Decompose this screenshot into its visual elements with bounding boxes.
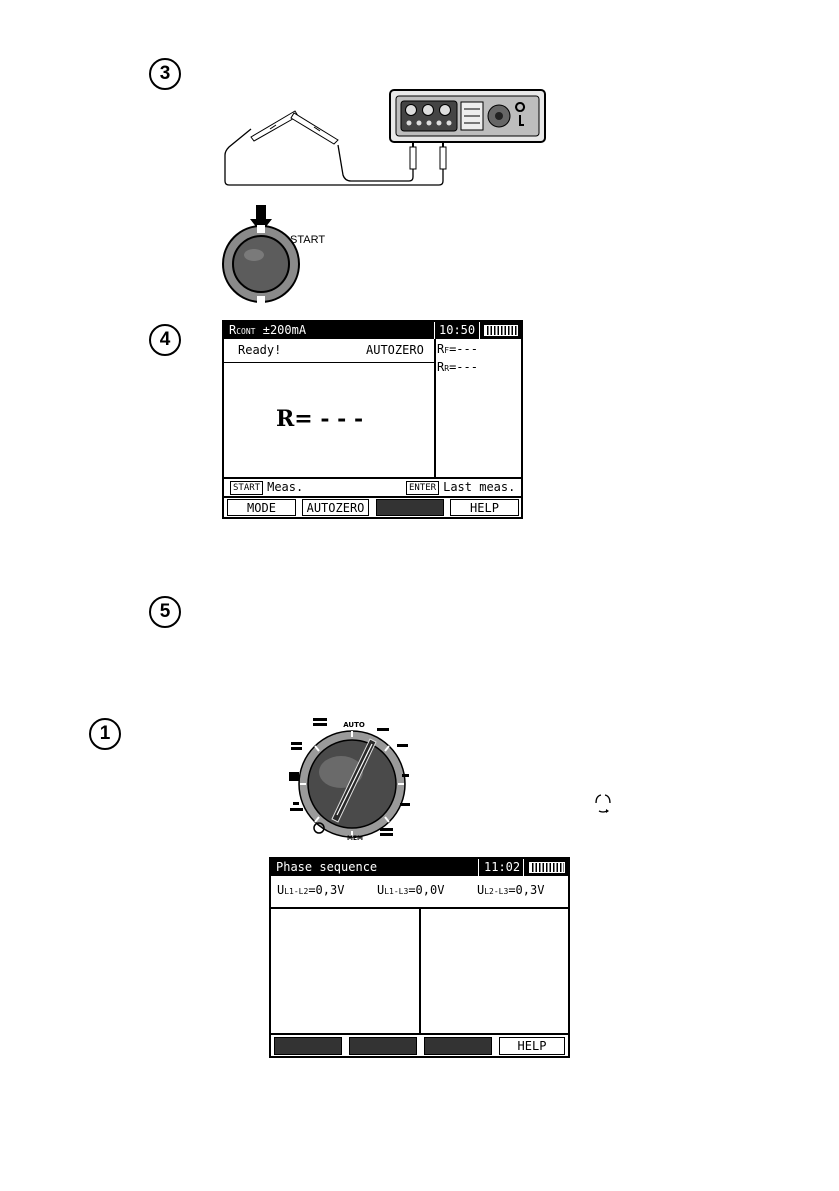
- step-1-marker: [89, 718, 121, 750]
- rotary-function-dial[interactable]: [275, 712, 425, 842]
- socket-l2: [423, 105, 434, 116]
- softkey-help[interactable]: HELP: [450, 499, 519, 516]
- rr-reading: RR=---: [437, 360, 478, 374]
- hint-enter: ENTER Last meas.: [406, 480, 515, 495]
- socket-pin: [417, 121, 422, 126]
- screen1-title: RCONT ±200mA: [229, 323, 307, 337]
- step-4-marker: [149, 324, 181, 356]
- voltage-l1-l3: UL1-L3=0,0V: [377, 883, 445, 897]
- softkey-blank-1[interactable]: [274, 1037, 342, 1055]
- socket-l1: [406, 105, 417, 116]
- socket-pin: [437, 121, 442, 126]
- rotate-arrows-icon: [590, 792, 616, 814]
- socket-l3: [440, 105, 451, 116]
- softkey-autozero[interactable]: AUTOZERO: [302, 499, 369, 516]
- softkey-blank-2[interactable]: [349, 1037, 417, 1055]
- softkey-blank-3[interactable]: [424, 1037, 492, 1055]
- step-5-marker: [149, 596, 181, 628]
- step-3-marker: [149, 58, 181, 90]
- screen2-panel-divider: [419, 908, 421, 1033]
- start-key-icon: START: [230, 481, 263, 495]
- socket-pin: [407, 121, 412, 126]
- voltage-l2-l3: UL2-L3=0,3V: [477, 883, 545, 897]
- rf-reading: RF=---: [437, 342, 478, 356]
- start-button-cap[interactable]: [233, 236, 289, 292]
- continuity-screen: [222, 320, 523, 519]
- step-3-number: 3: [159, 63, 171, 84]
- panel-divider: [434, 339, 436, 477]
- screen1-clock: 10:50: [439, 323, 476, 337]
- socket-pin: [427, 121, 432, 126]
- socket-pin: [447, 121, 452, 126]
- test-leads-illustration: [220, 85, 550, 190]
- start-button-illustration: [220, 205, 305, 305]
- step-1-number: 1: [99, 723, 111, 744]
- dial-label-mem: MEM: [346, 835, 364, 842]
- battery-icon: [529, 862, 565, 873]
- screen2-title-bar: [271, 859, 568, 876]
- cable-right: [338, 145, 413, 181]
- softkey-help[interactable]: HELP: [499, 1037, 565, 1055]
- screen1-title-bar: [224, 322, 521, 339]
- voltage-l1-l2: UL1-L2=0,3V: [277, 883, 345, 897]
- hint-start: START Meas.: [230, 480, 303, 495]
- phase-sequence-screen: [269, 857, 570, 1058]
- screen2-title: Phase sequence: [276, 860, 378, 874]
- battery-icon: [484, 325, 518, 336]
- plug-left: [410, 147, 416, 169]
- status-ready: Ready!: [238, 343, 282, 357]
- probe-right: [291, 113, 338, 144]
- screen2-clock: 11:02: [484, 860, 521, 874]
- dial-label-auto: AUTO: [343, 721, 365, 729]
- start-label: START: [290, 234, 326, 246]
- softkey-mode[interactable]: MODE: [227, 499, 296, 516]
- status-autozero: AUTOZERO: [366, 343, 424, 357]
- step-5-number: 5: [159, 601, 171, 622]
- softkey-blank[interactable]: [376, 499, 444, 516]
- plug-right: [440, 147, 446, 169]
- main-resistance-reading: R= - - -: [276, 406, 364, 432]
- enter-key-icon: ENTER: [406, 481, 439, 495]
- step-4-number: 4: [159, 329, 171, 350]
